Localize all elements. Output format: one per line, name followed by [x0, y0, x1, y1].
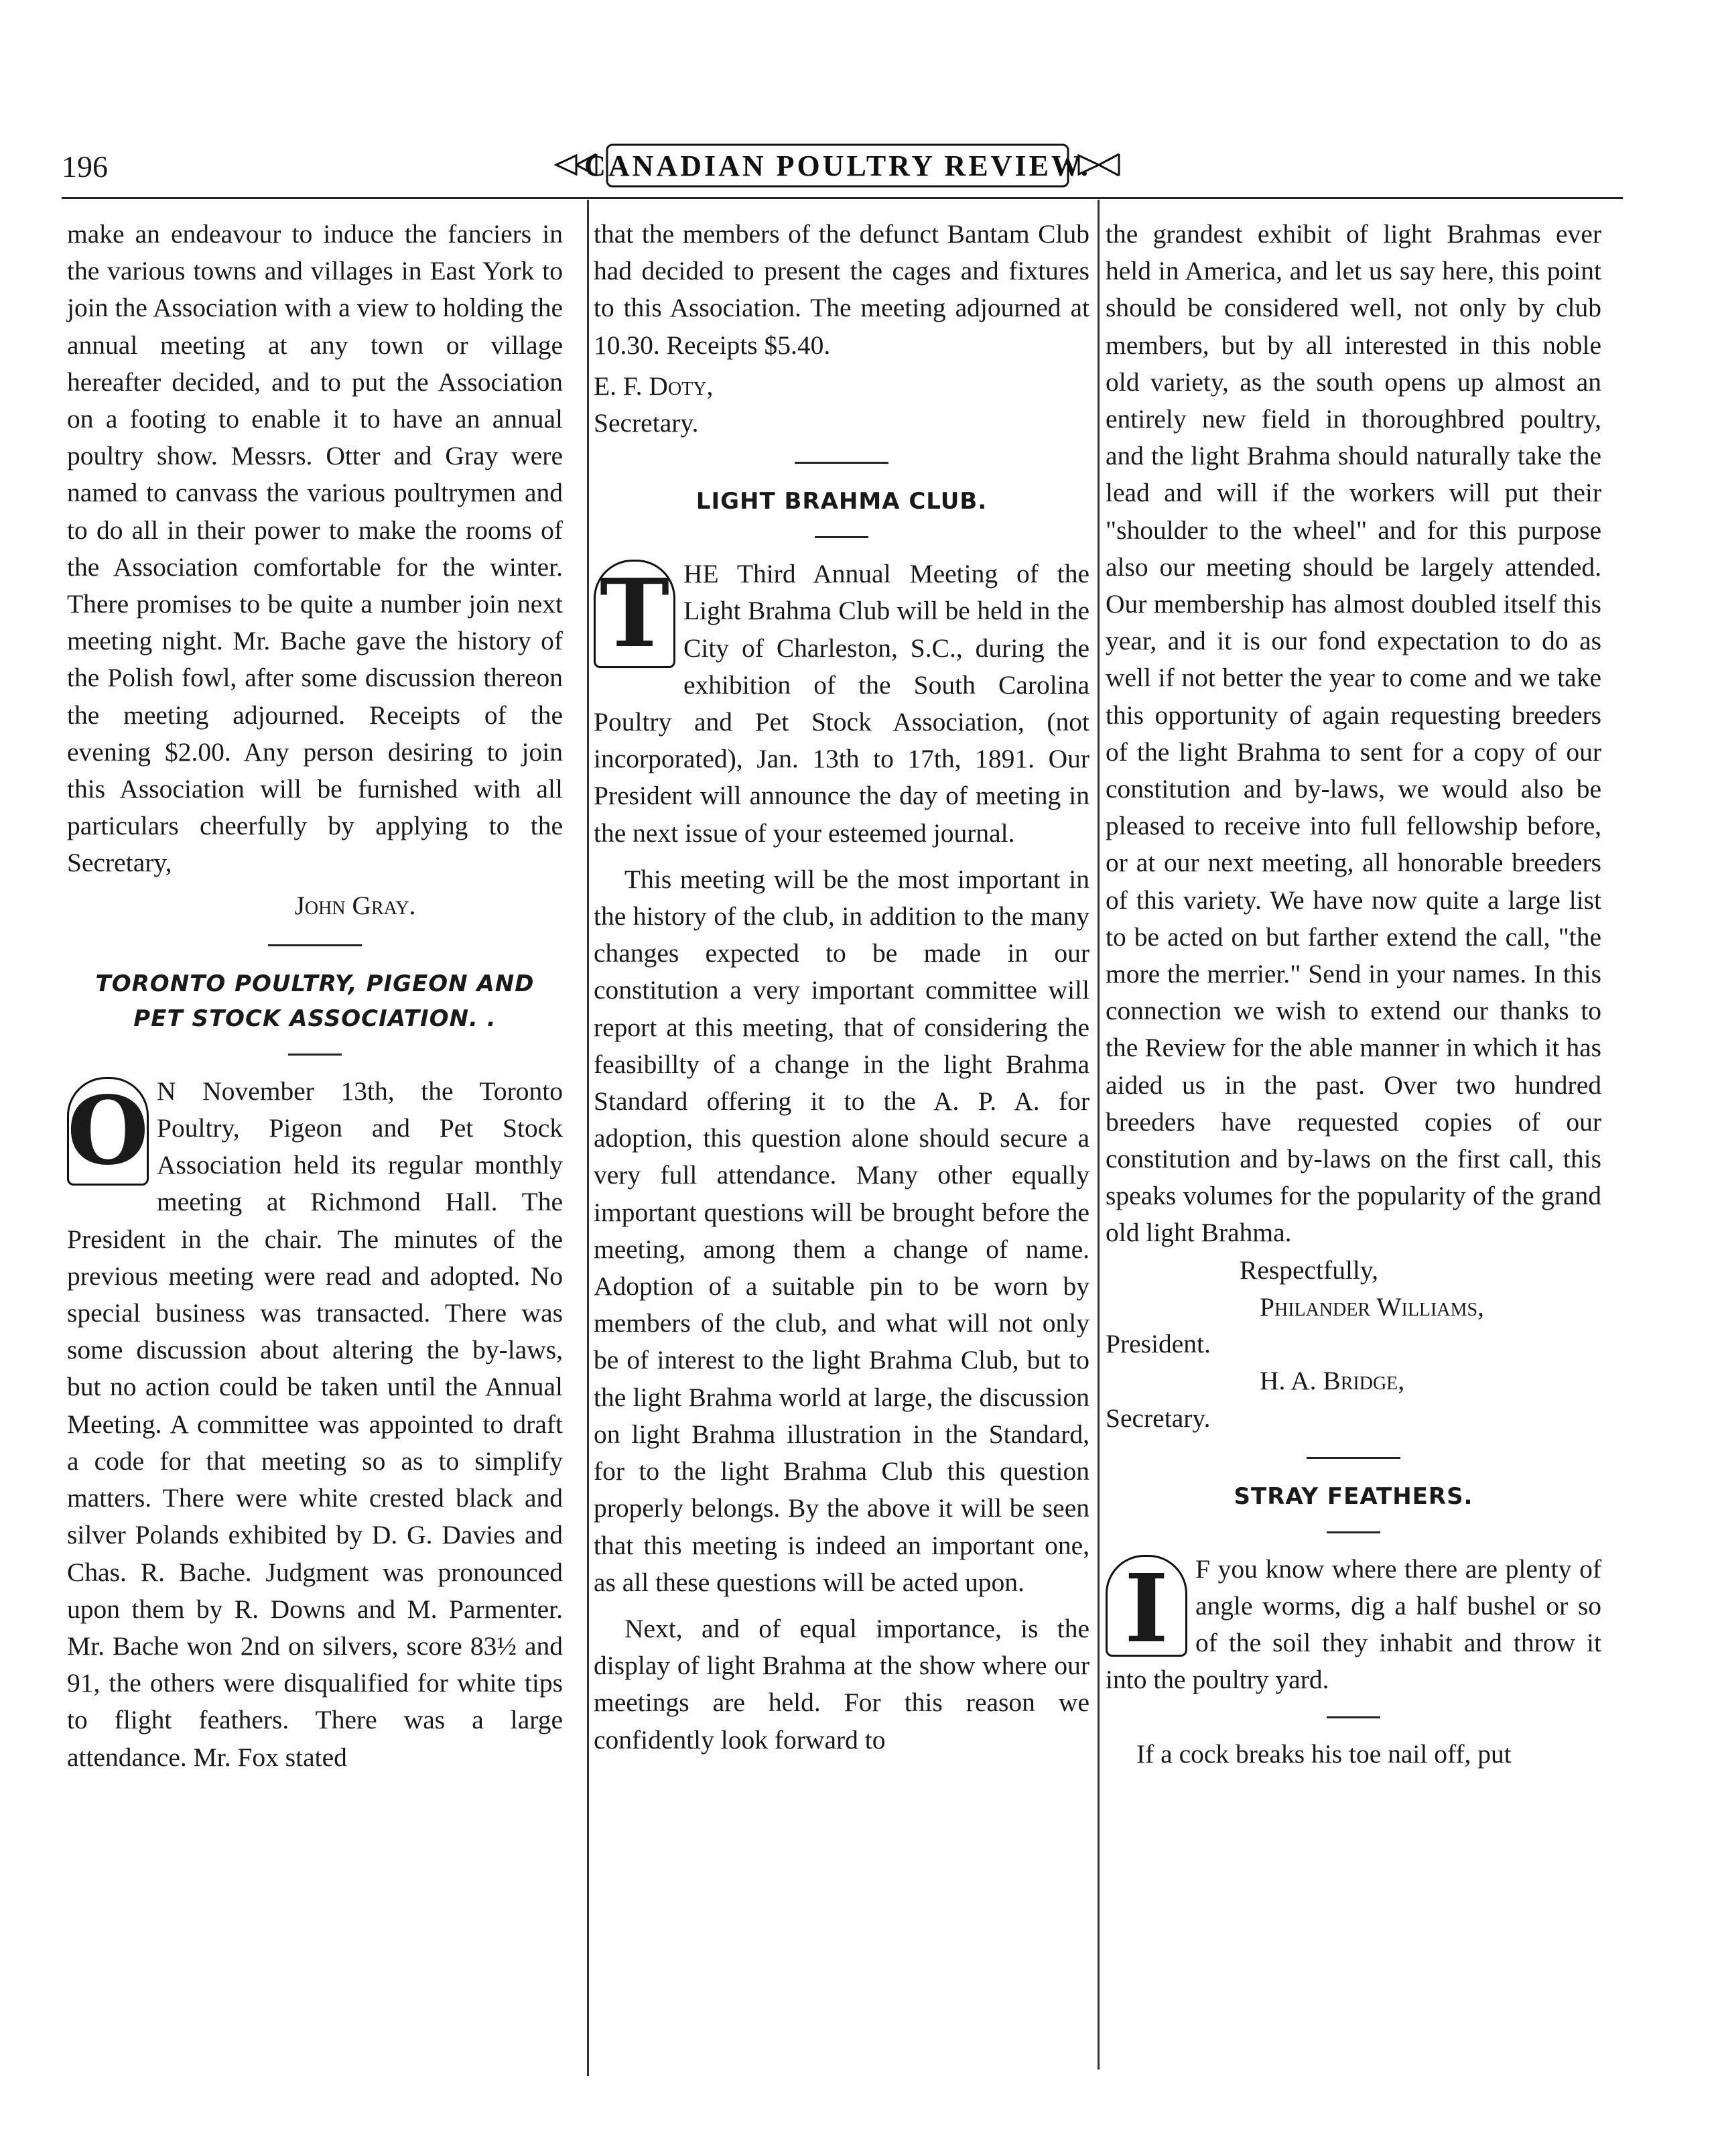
drop-cap-i	[1106, 1553, 1187, 1664]
drop-cap-letter: T	[599, 559, 670, 670]
heading-rule	[1327, 1531, 1380, 1533]
col3-paragraph-1: the grandest exhibit of light Brahmas ever held in America, and let us say here, this point should be considered well, not only by club members, but by all interested in this noble old variety, as the south opens up almost an entirely new field in thoroughbred poultry, and the light Brahma should naturally take the lead and will if the workers will put their "shoulder to the wheel" and for this purpose also our meeting should be largely attended. Our membership has almost doubled itself this year, and it is our fond expectation to do as well if not better the year to come and we take this opportunity of again requesting breeders of the light Brahma to sent for a copy of our constitution and by-laws, we would also be pleased to receive into full fellowship before, or at our next meeting, all honorable breeders of this variety. We have now quite a large list to be acted on but farther extend the call, "the more the merrier." Send in your names. In this connection we wish to extend our thanks to the Review for the able manner in which it has aided us in the past. Over two hundred breeders have requested copies of our constitution and by-laws on the first call, this speaks volumes for the popularity of the grand old light Brahma.	[1106, 219, 1601, 1248]
heading-rule	[815, 536, 868, 538]
col3-closing: Respectfully,	[1240, 1255, 1378, 1285]
col3-paragraph-3: If a cock breaks his toe nail off, put	[1136, 1738, 1512, 1769]
col1-signature: John Gray.	[294, 890, 416, 920]
col2-signature-title: Secretary.	[594, 408, 699, 438]
col2-paragraph-1: that the members of the defunct Bantam Club had decided to present the cages and fixtures to this Association. The meeting adjourned at 10.30. Receipts $5.40.	[594, 219, 1089, 360]
col2-paragraph-4: Next, and of equal importance, is the display of light Brahma at the show where our meetings are held. For this reason we confidently look forward to	[594, 1613, 1089, 1755]
col3-signature-name-2: H. A. Bridge,	[1260, 1366, 1405, 1396]
section-rule	[1307, 1457, 1400, 1459]
light-brahma-heading: LIGHT BRAHMA CLUB.	[696, 488, 988, 515]
col2-paragraph-3: This meeting will be the most important in the history of the club, in addition to the many changes expected to be made in our constitution a very important committee will report at this meeting, that of considering the feasibillty of a change in the light Brahma Standard offering it to the A. P. A. for adoption, this question alone should secure a very full attendance. Many other equally important questions will be brought before the meeting, among them a change of name. Adoption of a suitable pin to be worn by members of the club, and what will not only be of interest to the light Brahma Club, but to the light Brahma world at large, the discussion on light Brahma illustration in the Standard, for to the light Brahma Club this question properly belongs. By the above it will be seen that this meeting is indeed an important one, as all these questions will be acted upon.	[594, 864, 1089, 1597]
column-1	[67, 216, 563, 1776]
drop-cap-letter: I	[1124, 1553, 1169, 1664]
drop-cap-t	[594, 559, 675, 670]
section-rule	[795, 462, 888, 464]
col3-signature-title-2: Secretary.	[1106, 1403, 1211, 1433]
column-3	[1106, 216, 1601, 1773]
section-rule	[1327, 1716, 1380, 1718]
toronto-association-heading: TORONTO POULTRY, PIGEON AND PET STOCK ASSOCIATION. .	[95, 970, 535, 1032]
stray-feathers-heading: STRAY FEATHERS.	[1234, 1482, 1473, 1510]
column-divider-2	[1098, 200, 1100, 2070]
drop-cap-o	[67, 1077, 149, 1184]
col3-signature-title-1: President.	[1106, 1329, 1211, 1359]
section-rule	[268, 944, 362, 946]
col2-signature-name: E. F. Doty,	[594, 371, 714, 401]
column-2	[594, 216, 1089, 1759]
masthead	[549, 139, 1126, 190]
masthead-banner	[549, 139, 1126, 190]
col2-paragraph-2: HE Third Annual Meeting of the Light Brahma Club will be held in the City of Charleston, S.C., during the exhibition of the South Carolina Poultry and Pet Stock Association, (not incorporated), Jan. 13th to 17th, 1891. Our President will announce the day of meeting in the next issue of your esteemed journal.	[594, 559, 1089, 848]
drop-cap-letter: O	[67, 1076, 149, 1186]
heading-rule	[288, 1054, 342, 1056]
masthead-title: CANADIAN POULTRY REVIEW.	[584, 149, 1091, 182]
header-rule	[62, 197, 1623, 199]
page-number: 196	[62, 149, 108, 184]
col1-paragraph-2: N November 13th, the Toronto Poultry, Pigeon and Pet Stock Association held its regular monthly meeting at Richmond Hall. The President in the chair. The minutes of the previous meeting were read and adopted. No special business was transacted. There was some discussion about altering the by-laws, but no action could be taken until the Annual Meeting. A committee was appointed to draft a code for that meeting so as to simplify matters. There were white crested black and silver Polands exhibited by D. G. Davies and Chas. R. Bache. Judgment was pronounced upon them by R. Downs and M. Parmenter. Mr. Bache won 2nd on silvers, score 83½ and 91, the others were disqualified for white tips to flight feathers. There was a large attendance. Mr. Fox stated	[67, 1076, 563, 1772]
column-divider-1	[587, 200, 589, 2076]
col3-paragraph-2: F you know where there are plenty of angle worms, dig a half bushel or so of the soil they inhabit and throw it into the poultry yard.	[1106, 1553, 1601, 1695]
col3-signature-name-1: Philander Williams,	[1260, 1291, 1484, 1322]
col1-paragraph-1: make an endeavour to induce the fanciers in the various towns and villages in East York to join the Association with a view to holding the annual meeting at any town or village hereafter decided, and to put the Association on a footing to enable it to have an annual poultry show. Messrs. Otter and Gray were named to canvass the various poultrymen and to do all in their power to make the rooms of the Association comfortable for the winter. There promises to be quite a number join next meeting night. Mr. Bache gave the history of the Polish fowl, after some discussion thereon the meeting adjourned. Receipts of the evening $2.00. Any person desiring to join this Association will be furnished with all particulars cheerfully by applying to the Secretary,	[67, 219, 563, 878]
